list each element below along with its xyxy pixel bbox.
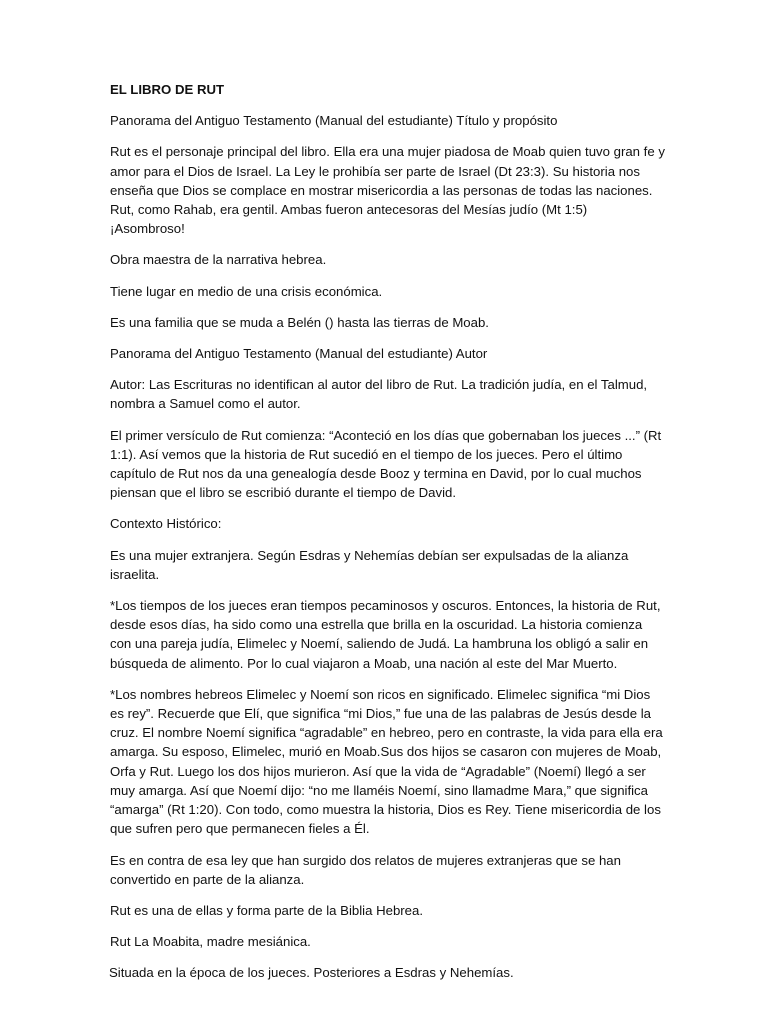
document-title: EL LIBRO DE RUT bbox=[110, 82, 225, 97]
paragraph-crisis: Tiene lugar en medio de una crisis económica. bbox=[110, 283, 383, 299]
document-page bbox=[110, 80, 665, 995]
paragraph-first-verse: El primer versículo de Rut comienza: “Aconteció en los días que gobernaban los jueces ...” (Rt 1:1). Así vemos que la historia de Rut sucedió en el tiempo de los jueces. Pero el último capítulo de Rut nos da una genealogía desde Booz y termina en David, por lo cual muchos piensan que el libro se escribió durante el tiempo de David. bbox=[110, 427, 662, 501]
paragraph-historical-context: Contexto Histórico: bbox=[110, 516, 222, 532]
paragraph-judges-era: Situada en la época de los jueces. Posteriores a Esdras y Nehemías. bbox=[109, 965, 514, 981]
paragraph-overview-title: Panorama del Antiguo Testamento (Manual del estudiante) Título y propósito bbox=[110, 113, 558, 129]
paragraph-moabite: Rut La Moabita, madre mesiánica. bbox=[110, 934, 311, 950]
paragraph-masterpiece: Obra maestra de la narrativa hebrea. bbox=[110, 252, 327, 268]
paragraph-ruth-intro: Rut es el personaje principal del libro. Ella era una mujer piadosa de Moab quien tuvo gran fe y amor para el Dios de Israel. La Ley le prohibía ser parte de Israel (Dt 23:3). Su historia nos enseña que Dios se complace en mostrar misericordia a las personas de todas las naciones. Rut, como Rahab, era gentil. Ambas fueron antecesoras del Mesías judío (Mt 1:5) ¡Asombroso! bbox=[110, 144, 665, 237]
paragraph-foreign-woman: Es una mujer extranjera. Según Esdras y Nehemías debían ser expulsadas de la alianza israelita. bbox=[110, 547, 629, 582]
author-label: Autor: bbox=[110, 377, 146, 393]
paragraph-family-move: Es una familia que se muda a Belén () hasta las tierras de Moab. bbox=[110, 314, 489, 330]
author-text: Las Escrituras no identifican al autor del libro de Rut. La tradición judía, en el Talmud, nombra a Samuel como el autor. bbox=[110, 377, 648, 412]
paragraph-author bbox=[110, 375, 665, 413]
paragraph-judges-times: *Los tiempos de los jueces eran tiempos pecaminosos y oscuros. Entonces, la historia de Rut, desde esos días, ha sido como una estrella que brilla en la oscuridad. La historia comienza con una pareja judía, Elimelec y Noemí, saliendo de Judá. La hambruna los obligó a salir en búsqueda de alimento. Por lo cual viajaron a Moab, una nación al este del Mar Muerto. bbox=[110, 598, 661, 671]
paragraph-hebrew-names: *Los nombres hebreos Elimelec y Noemí son ricos en significado. Elimelec significa “mi Dios es rey”. Recuerde que Elí, que significa “mi Dios,” fue una de las palabras de Jesús desde la cruz. El nombre Noemí significa “agradable” en hebreo, pero en contraste, la vida para ella era amarga. Su esposo, Elimelec, murió en Moab.Sus dos hijos se casaron con mujeres de Moab, Orfa y Rut. Luego los dos hijos murieron. Así que la vida de “Agradable” (Noemí) llegó a ser muy amarga. Así que Noemí dijo: “no me llaméis Noemí, sino llamadme Mara,” que significa “amarga” (Rt 1:20). Con todo, como muestra la historia, Dios es Rey. Tiene misericordia de los que sufren pero que permanecen fieles a Él. bbox=[110, 686, 663, 837]
paragraph-overview-author: Panorama del Antiguo Testamento (Manual del estudiante) Autor bbox=[110, 346, 488, 362]
paragraph-against-law: Es en contra de esa ley que han surgido dos relatos de mujeres extranjeras que se han convertido en parte de la alianza. bbox=[110, 852, 621, 887]
paragraph-hebrew-bible: Rut es una de ellas y forma parte de la Biblia Hebrea. bbox=[110, 902, 424, 918]
